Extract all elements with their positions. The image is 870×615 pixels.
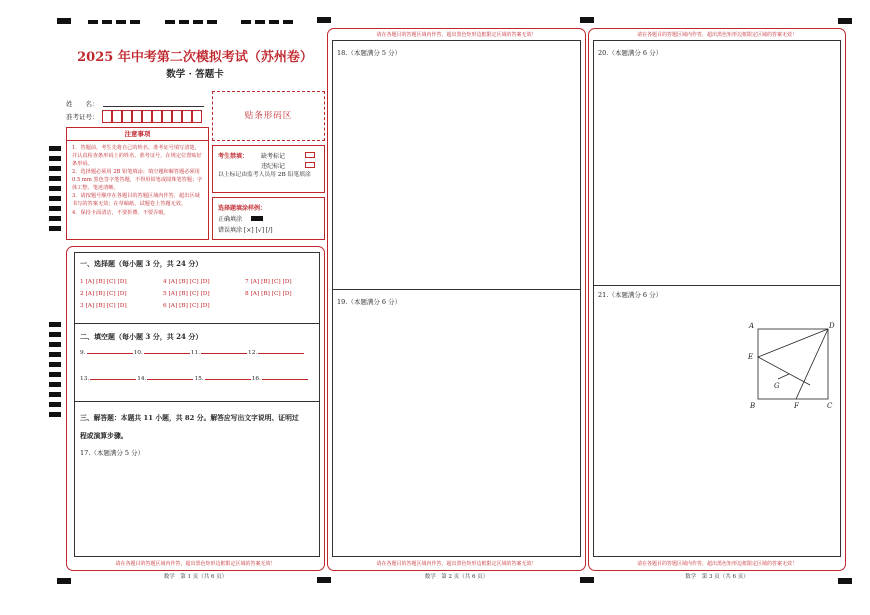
fill-q9-label: 9. bbox=[80, 350, 86, 356]
choice-q6[interactable]: 6 [A] [B] [C] [D] bbox=[163, 303, 210, 309]
choice-q5[interactable]: 5 [A] [B] [C] [D] bbox=[163, 291, 210, 297]
segment-eg bbox=[758, 357, 810, 385]
absent-mark-label: 缺考标记 bbox=[261, 153, 286, 160]
note-item: 3．请按题号顺序在各题目的答题区域内作答，超出区域书写的答案无效；在草稿纸、试题卷上答题无效。 bbox=[72, 193, 200, 208]
fill-row-1 bbox=[80, 350, 305, 356]
exam-status-label: 考生禁填： bbox=[218, 153, 249, 160]
q17-title: 17.（本题满分 5 分） bbox=[80, 449, 145, 457]
label-f: F bbox=[794, 402, 799, 410]
q20-title: 20.（本题满分 6 分） bbox=[598, 49, 663, 57]
fill-q14-label: 14. bbox=[137, 376, 147, 382]
answer-area-1[interactable] bbox=[74, 252, 320, 557]
choice-q8[interactable]: 8 [A] [B] [C] [D] bbox=[245, 291, 292, 297]
section3-title-cont: 程或演算步骤。 bbox=[80, 432, 128, 440]
fill-q13-blank[interactable] bbox=[90, 379, 136, 380]
section2-title: 二、填空题（每小题 3 分，共 24 分） bbox=[80, 332, 203, 341]
id-boxes[interactable] bbox=[102, 110, 202, 123]
fill-q12-label: 12. bbox=[248, 350, 258, 356]
name-label: 姓 名： bbox=[66, 100, 99, 108]
q21-title: 21.（本题满分 6 分） bbox=[598, 291, 663, 299]
exam-status-note: 以上标记由监考人员用 2B 铅笔填涂 bbox=[218, 172, 311, 178]
fill-q11-blank[interactable] bbox=[201, 353, 247, 354]
fill-q10-blank[interactable] bbox=[144, 353, 190, 354]
fill-row-2 bbox=[80, 376, 309, 382]
fill-example-box bbox=[212, 197, 325, 240]
divider bbox=[75, 401, 319, 402]
choice-q7[interactable]: 7 [A] [B] [C] [D] bbox=[245, 279, 292, 285]
correct-fill-label: 正确填涂 bbox=[218, 216, 243, 223]
note-item: 4．保持卡面清洁，不要折叠、不要弄破。 bbox=[72, 209, 169, 216]
choice-q2[interactable]: 2 [A] [B] [C] [D] bbox=[80, 291, 127, 297]
exam-title: 2025 年中考第二次模拟考试（苏州卷） bbox=[77, 50, 313, 65]
divider bbox=[75, 323, 319, 324]
warning-text-2: 请在各题目的答题区域内作答，超出黑色矩形边框限定区域的答案无效！ bbox=[376, 561, 537, 567]
q19-title: 19.（本题满分 6 分） bbox=[337, 298, 402, 306]
notes-title: 注意事项 bbox=[67, 128, 208, 141]
warning-text-3: 请在各题目的答题区域内作答，超出黑色矩形边框限定区域的答案无效！ bbox=[636, 561, 797, 567]
fill-q10-label: 10. bbox=[133, 350, 143, 356]
choice-q3[interactable]: 3 [A] [B] [C] [D] bbox=[80, 303, 127, 309]
note-item: 1．答题前，考生先将自己的姓名、准考证号填写清楚，并认真检查条形码上的姓名、准考证号，在规定位置贴好条形码。 bbox=[72, 145, 202, 168]
id-label: 准考证号： bbox=[66, 113, 99, 121]
segment-g bbox=[778, 374, 789, 379]
warning-text-1: 请在各题目的答题区域内作答，超出黑色矩形边框限定区域的答案无效！ bbox=[115, 561, 276, 567]
label-e: E bbox=[748, 353, 754, 361]
geometry-figure bbox=[744, 317, 834, 409]
answer-area-3[interactable] bbox=[593, 40, 841, 557]
absent-mark-box[interactable] bbox=[305, 152, 315, 158]
label-a: A bbox=[749, 322, 755, 330]
label-g: G bbox=[774, 382, 780, 390]
barcode-label: 贴条形码区 bbox=[244, 111, 293, 121]
answer-area-2[interactable] bbox=[332, 40, 581, 557]
note-item: 2．选择题必须用 2B 铅笔填涂；填空题和解答题必须用 0.5 mm 黑色签字笔答题，不得用铅笔或圆珠笔答题；字体工整、笔迹清晰。 bbox=[72, 169, 203, 192]
q18-title: 18.（本题满分 5 分） bbox=[337, 49, 402, 57]
label-b: B bbox=[750, 402, 756, 410]
divider bbox=[333, 289, 580, 290]
section1-title: 一、选择题（每小题 3 分，共 24 分） bbox=[80, 259, 203, 268]
notes-box bbox=[66, 127, 209, 240]
label-c: C bbox=[827, 402, 833, 410]
correct-fill-sample bbox=[251, 216, 263, 221]
fill-q11-label: 11. bbox=[190, 350, 200, 356]
choice-q1[interactable]: 1 [A] [B] [C] [D] bbox=[80, 279, 127, 285]
exam-status-box bbox=[212, 145, 325, 193]
fill-q16-blank[interactable] bbox=[262, 379, 308, 380]
fill-q13-label: 13. bbox=[80, 376, 90, 382]
fill-q14-blank[interactable] bbox=[147, 379, 193, 380]
divider bbox=[594, 285, 840, 286]
fill-q9-blank[interactable] bbox=[87, 353, 133, 354]
fill-q15-blank[interactable] bbox=[205, 379, 251, 380]
exam-subtitle: 数学 · 答题卡 bbox=[166, 69, 224, 80]
section3-title: 三、解答题：本题共 11 小题，共 82 分。解答应写出文字说明、证明过 bbox=[80, 414, 299, 422]
label-d: D bbox=[829, 322, 835, 330]
warning-text-2-top: 请在各题目的答题区域内作答，超出黑色矩形边框限定区域的答案无效！ bbox=[376, 32, 537, 38]
page-footer-1: 数学 第 1 页（共 6 页） bbox=[163, 574, 228, 580]
violation-mark-box[interactable] bbox=[305, 162, 315, 168]
violation-mark-label: 违纪标记 bbox=[261, 163, 286, 170]
fill-example-title: 选择题填涂样例： bbox=[218, 205, 267, 212]
name-line[interactable] bbox=[103, 106, 204, 107]
wrong-fill-label: 错误填涂 [×] [√] [/] bbox=[218, 227, 273, 234]
fill-q15-label: 15. bbox=[194, 376, 204, 382]
square-abcd bbox=[758, 329, 828, 399]
choice-q4[interactable]: 4 [A] [B] [C] [D] bbox=[163, 279, 210, 285]
fill-q16-label: 16. bbox=[251, 376, 261, 382]
page-footer-3: 数学 第 3 页（共 6 页） bbox=[685, 574, 749, 580]
barcode-area bbox=[212, 91, 325, 141]
fill-q12-blank[interactable] bbox=[258, 353, 304, 354]
warning-text-3-top: 请在各题目的答题区域内作答，超出黑色矩形边框限定区域的答案无效！ bbox=[636, 32, 797, 38]
page-footer-2: 数学 第 2 页（共 6 页） bbox=[424, 574, 489, 580]
